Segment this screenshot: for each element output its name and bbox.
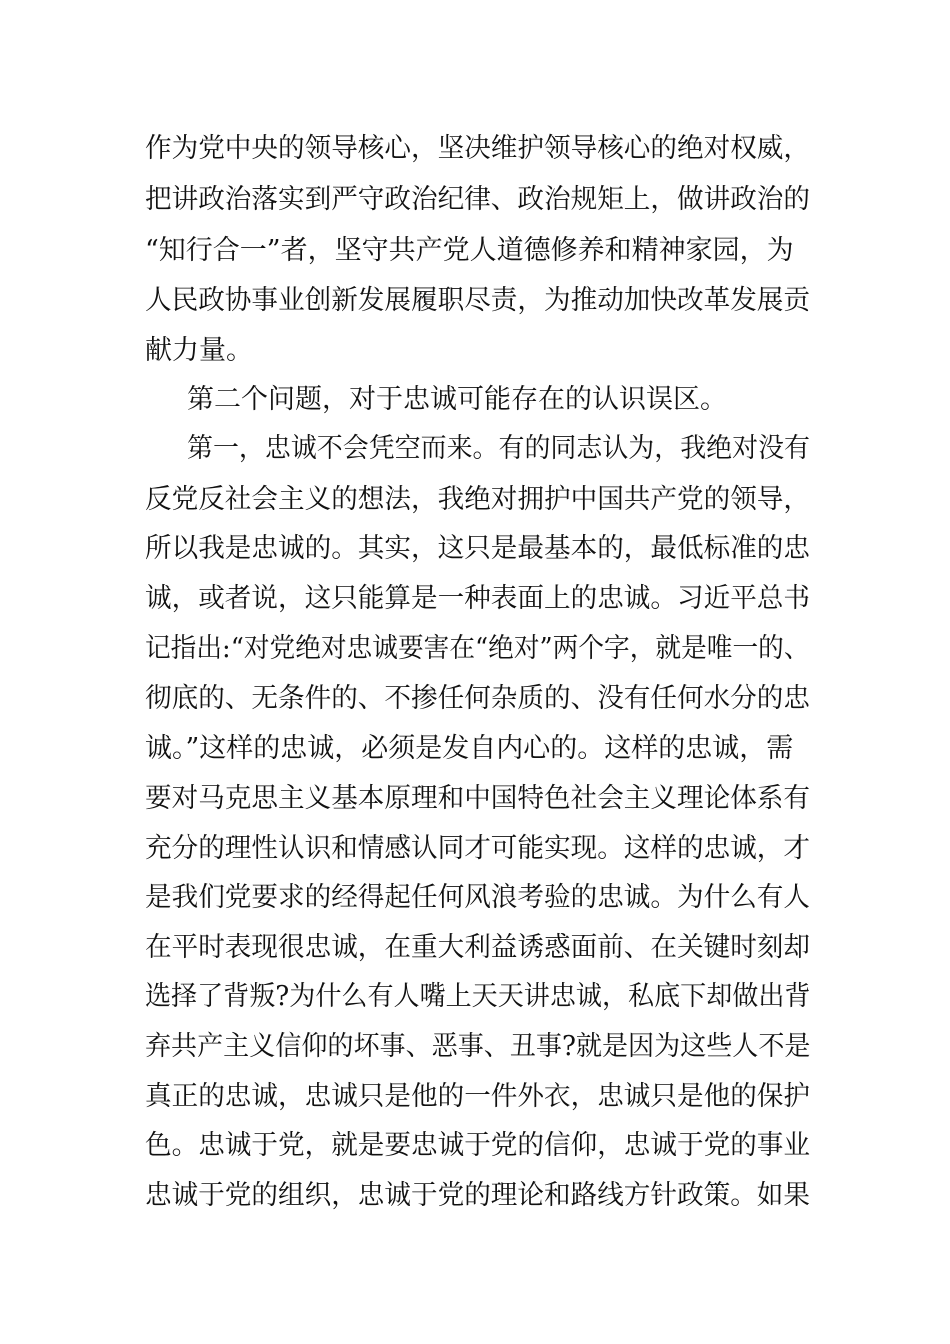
- line-text: 第一，忠诚不会凭空而来。有的同志认为，我绝对没有: [187, 433, 810, 464]
- line-text: 在平时表现很忠诚，在重大利益诱惑面前、在关键时刻却: [145, 932, 810, 963]
- section-heading: [0, 375, 950, 425]
- line-text: 要对马克思主义基本原理和中国特色社会主义理论体系有: [145, 783, 810, 814]
- text-line: [0, 923, 950, 973]
- text-line: [0, 1022, 950, 1072]
- text-line: [0, 175, 950, 225]
- line-text: 记指出:“对党绝对忠诚要害在“绝对”两个字，就是唯一的、: [145, 633, 810, 664]
- line-text: 彻底的、无条件的、不掺任何杂质的、没有任何水分的忠: [145, 683, 810, 714]
- text-line: [0, 124, 950, 174]
- text-line: [0, 624, 950, 674]
- text-line: [0, 1121, 950, 1171]
- line-text: 真正的忠诚，忠诚只是他的一件外衣，忠诚只是他的保护: [145, 1081, 810, 1112]
- line-text: 人民政协事业创新发展履职尽责，为推动加快改革发展贡: [145, 285, 810, 316]
- line-text: 忠诚于党的组织，忠诚于党的理论和路线方针政策。如果: [145, 1180, 810, 1211]
- text-line: [0, 574, 950, 624]
- text-line: [0, 276, 950, 326]
- text-line: [0, 1171, 950, 1221]
- line-text: 弃共产主义信仰的坏事、恶事、丑事?就是因为这些人不是: [145, 1031, 811, 1062]
- line-text: 把讲政治落实到严守政治纪律、政治规矩上，做讲政治的: [145, 184, 810, 215]
- text-line: [0, 873, 950, 923]
- text-line: [0, 424, 950, 474]
- line-text: 反党反社会主义的想法，我绝对拥护中国共产党的领导，: [145, 484, 810, 515]
- text-line: [0, 475, 950, 525]
- text-line: [0, 824, 950, 874]
- text-line: [0, 674, 950, 724]
- line-text: 是我们党要求的经得起任何风浪考验的忠诚。为什么有人: [145, 882, 810, 913]
- section-heading-text: 第二个问题，对于忠诚可能存在的认识误区。: [187, 384, 727, 415]
- text-line: [0, 972, 950, 1022]
- text-line: [0, 724, 950, 774]
- line-text: 作为党中央的领导核心，坚决维护领导核心的绝对权威，: [145, 133, 810, 164]
- line-text: 诚。”这样的忠诚，必须是发自内心的。这样的忠诚，需: [145, 733, 794, 764]
- line-text: 色。忠诚于党，就是要忠诚于党的信仰，忠诚于党的事业: [145, 1130, 810, 1161]
- text-line: [0, 226, 950, 276]
- text-line: [0, 524, 950, 574]
- text-line: [0, 1072, 950, 1122]
- line-text: 所以我是忠诚的。其实，这只是最基本的，最低标准的忠: [145, 533, 810, 564]
- line-text: “知行合一”者，坚守共产党人道德修养和精神家园，为: [145, 235, 794, 266]
- line-text: 献力量。: [145, 335, 253, 366]
- line-text: 诚，或者说，这只能算是一种表面上的忠诚。习近平总书: [145, 583, 810, 614]
- text-line: [0, 774, 950, 824]
- line-text: 充分的理性认识和情感认同才可能实现。这样的忠诚，才: [145, 833, 810, 864]
- text-line: [0, 326, 950, 376]
- line-text: 选择了背叛?为什么有人嘴上天天讲忠诚，私底下却做出背: [145, 981, 811, 1012]
